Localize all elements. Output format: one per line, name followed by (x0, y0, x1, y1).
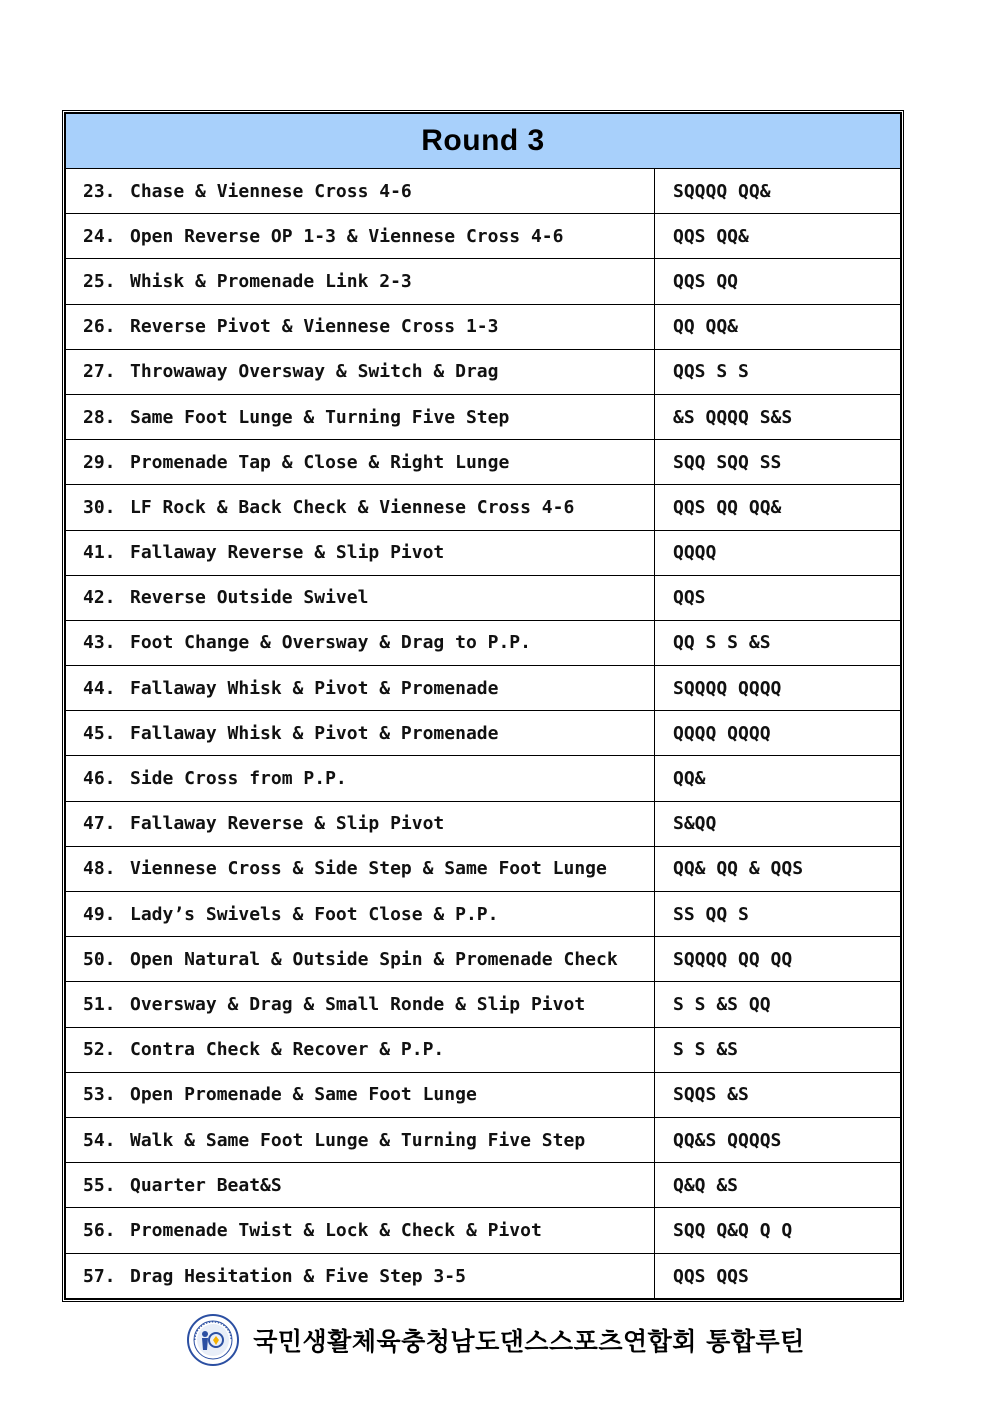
table-row (65, 305, 901, 350)
figure-name: Fallaway Whisk & Pivot & Promenade (130, 722, 499, 744)
figure-name: Open Natural & Outside Spin & Promenade Check (130, 948, 618, 970)
figure-name: Foot Change & Oversway & Drag to P.P. (130, 632, 531, 654)
round-title: Round 3 (421, 123, 545, 157)
table-row (65, 395, 901, 440)
figure-name: Side Cross from P.P. (130, 768, 347, 790)
figure-name: Contra Check & Recover & P.P. (130, 1039, 445, 1061)
figure-number: 29. (83, 451, 116, 473)
figure-number: 25. (83, 270, 116, 292)
table-row (65, 1073, 901, 1118)
table-row (65, 847, 901, 892)
figure-number: 24. (83, 225, 116, 247)
figure-number: 53. (83, 1084, 116, 1106)
figure-number: 54. (83, 1129, 116, 1151)
figure-number: 42. (83, 587, 116, 609)
figure-number: 50. (83, 948, 116, 970)
timing-value: S S &S QQ (673, 993, 771, 1015)
timing-value: QQ S S &S (673, 632, 771, 654)
figure-name: Promenade Twist & Lock & Check & Pivot (130, 1219, 542, 1241)
timing-cell (655, 982, 901, 1026)
table-row (65, 576, 901, 621)
table-row (65, 485, 901, 530)
figure-name-cell (65, 305, 655, 349)
timing-cell (655, 1028, 901, 1072)
figure-name: Chase & Viennese Cross 4-6 (130, 180, 412, 202)
figure-name: Fallaway Reverse & Slip Pivot (130, 542, 445, 564)
footer-title: 국민생활체육충청남도댄스스포츠연합회 통합루틴 (253, 1327, 805, 1356)
figure-name-cell (65, 847, 655, 891)
figure-name-cell (65, 440, 655, 484)
table-row (65, 350, 901, 395)
timing-value: &S QQQQ S&S (673, 406, 793, 428)
timing-cell (655, 1208, 901, 1252)
timing-value: QQS QQ QQ& (673, 496, 782, 518)
association-seal-icon (187, 1314, 239, 1366)
figure-name-cell (65, 576, 655, 620)
timing-cell (655, 395, 901, 439)
figure-number: 47. (83, 813, 116, 835)
figure-number: 30. (83, 496, 116, 518)
timing-cell (655, 1163, 901, 1207)
figure-name: Throwaway Oversway & Switch & Drag (130, 361, 499, 383)
figure-name-cell (65, 711, 655, 755)
timing-value: SQQQQ QQ& (673, 180, 771, 202)
timing-cell (655, 937, 901, 981)
figure-name: Oversway & Drag & Small Ronde & Slip Pivot (130, 993, 586, 1015)
figure-name: Walk & Same Foot Lunge & Turning Five Step (130, 1129, 586, 1151)
figure-number: 41. (83, 542, 116, 564)
timing-value: Q&Q &S (673, 1174, 739, 1196)
figure-number: 46. (83, 768, 116, 790)
timing-cell (655, 350, 901, 394)
table-row (65, 982, 901, 1027)
footer (0, 1310, 992, 1370)
figure-name: Promenade Tap & Close & Right Lunge (130, 451, 510, 473)
table-row (65, 937, 901, 982)
figure-name: Quarter Beat&S (130, 1174, 282, 1196)
figure-name: Whisk & Promenade Link 2-3 (130, 270, 412, 292)
figure-name-cell (65, 1028, 655, 1072)
figure-number: 43. (83, 632, 116, 654)
timing-cell (655, 756, 901, 800)
figure-name: Open Reverse OP 1-3 & Viennese Cross 4-6 (130, 225, 564, 247)
figure-number: 48. (83, 858, 116, 880)
timing-value: QQ& (673, 768, 706, 790)
timing-value: SQQ Q&Q Q Q (673, 1219, 793, 1241)
timing-cell (655, 1254, 901, 1299)
figure-number: 26. (83, 316, 116, 338)
figure-name-cell (65, 531, 655, 575)
figure-name-cell (65, 1073, 655, 1117)
figure-name-cell (65, 259, 655, 303)
figure-name-cell (65, 756, 655, 800)
table-row (65, 1254, 901, 1299)
figure-name-cell (65, 892, 655, 936)
table-row (65, 892, 901, 937)
figure-name: Reverse Pivot & Viennese Cross 1-3 (130, 316, 499, 338)
figure-name: Open Promenade & Same Foot Lunge (130, 1084, 477, 1106)
table-row (65, 621, 901, 666)
timing-value: S&QQ (673, 813, 717, 835)
figure-number: 49. (83, 903, 116, 925)
figure-number: 51. (83, 993, 116, 1015)
figure-name-cell (65, 395, 655, 439)
figure-number: 57. (83, 1265, 116, 1287)
timing-cell (655, 847, 901, 891)
table-row (65, 756, 901, 801)
timing-value: QQ QQ& (673, 316, 739, 338)
figure-name-cell (65, 214, 655, 258)
figure-name: Drag Hesitation & Five Step 3-5 (130, 1265, 466, 1287)
timing-cell (655, 531, 901, 575)
figure-name: Reverse Outside Swivel (130, 587, 369, 609)
timing-value: S S &S (673, 1039, 739, 1061)
timing-cell (655, 485, 901, 529)
timing-value: QQS QQ& (673, 225, 749, 247)
figure-name: Viennese Cross & Side Step & Same Foot Lunge (130, 858, 607, 880)
figure-name-cell (65, 1254, 655, 1299)
table-row (65, 1208, 901, 1253)
figure-name-cell (65, 1163, 655, 1207)
figure-name-cell (65, 169, 655, 213)
figure-number: 52. (83, 1039, 116, 1061)
figure-name-cell (65, 1118, 655, 1162)
timing-value: QQS S S (673, 361, 749, 383)
figure-number: 23. (83, 180, 116, 202)
figure-name-cell (65, 350, 655, 394)
figure-number: 55. (83, 1174, 116, 1196)
table-row (65, 1028, 901, 1073)
figure-name-cell (65, 485, 655, 529)
timing-value: SQQQQ QQQQ (673, 677, 782, 699)
timing-value: SQQS &S (673, 1084, 749, 1106)
figure-name-cell (65, 937, 655, 981)
figure-name-cell (65, 666, 655, 710)
timing-cell (655, 214, 901, 258)
table-row (65, 440, 901, 485)
timing-value: QQS QQ (673, 270, 739, 292)
figure-name-cell (65, 802, 655, 846)
timing-value: SS QQ S (673, 903, 749, 925)
timing-cell (655, 666, 901, 710)
table-row (65, 711, 901, 756)
timing-cell (655, 259, 901, 303)
timing-value: QQS QQS (673, 1265, 749, 1287)
figure-name-cell (65, 621, 655, 665)
timing-value: QQQQ (673, 542, 717, 564)
figure-name-cell (65, 1208, 655, 1252)
timing-cell (655, 711, 901, 755)
figure-name-cell (65, 982, 655, 1026)
table-header (65, 113, 901, 169)
timing-value: QQQQ QQQQ (673, 722, 771, 744)
table-row (65, 259, 901, 304)
table-row (65, 666, 901, 711)
figure-name: Lady’s Swivels & Foot Close & P.P. (130, 903, 499, 925)
figure-name: Fallaway Whisk & Pivot & Promenade (130, 677, 499, 699)
table-body (65, 169, 901, 1299)
timing-cell (655, 892, 901, 936)
figure-name: Same Foot Lunge & Turning Five Step (130, 406, 510, 428)
timing-value: QQ& QQ & QQS (673, 858, 804, 880)
timing-cell (655, 802, 901, 846)
timing-cell (655, 621, 901, 665)
table-row (65, 169, 901, 214)
figure-name: Fallaway Reverse & Slip Pivot (130, 813, 445, 835)
timing-cell (655, 576, 901, 620)
timing-cell (655, 1073, 901, 1117)
table-row (65, 1163, 901, 1208)
figure-name: LF Rock & Back Check & Viennese Cross 4-6 (130, 496, 575, 518)
timing-cell (655, 1118, 901, 1162)
timing-value: SQQQQ QQ QQ (673, 948, 793, 970)
timing-value: QQS (673, 587, 706, 609)
timing-cell (655, 169, 901, 213)
figure-number: 45. (83, 722, 116, 744)
timing-value: SQQ SQQ SS (673, 451, 782, 473)
table-row (65, 802, 901, 847)
figure-number: 56. (83, 1219, 116, 1241)
timing-cell (655, 305, 901, 349)
figure-number: 44. (83, 677, 116, 699)
table-row (65, 214, 901, 259)
figure-number: 28. (83, 406, 116, 428)
timing-value: QQ&S QQQQS (673, 1129, 782, 1151)
table-row (65, 1118, 901, 1163)
timing-cell (655, 440, 901, 484)
table-row (65, 531, 901, 576)
figure-number: 27. (83, 361, 116, 383)
routine-table (62, 110, 904, 1302)
